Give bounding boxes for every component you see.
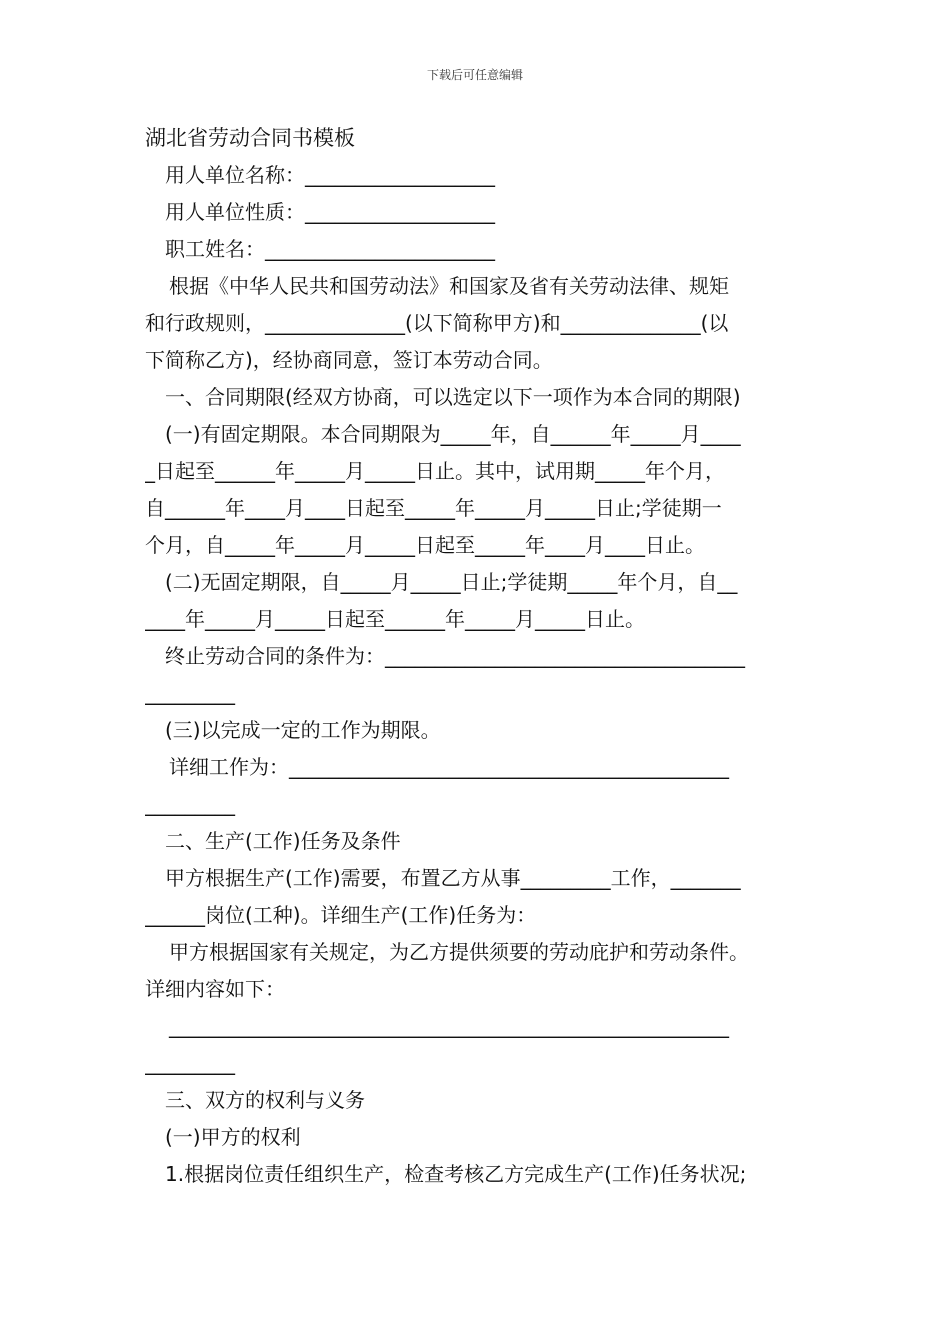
blank-continuation-line: _________ — [145, 1051, 235, 1075]
paragraph-line: 甲方根据国家有关规定，为乙方提供须要的劳动庇护和劳动条件。 — [169, 940, 749, 964]
paragraph-line: 下简称乙方)，经协商同意，签订本劳动合同。 — [145, 348, 553, 372]
paragraph-line: 个月，自_____年_____月_____日起至_____年____月____日止。 — [145, 533, 705, 557]
paragraph-line: ____年_____月_____日起至______年_____月_____日止。 — [145, 607, 645, 631]
paragraph-line: (三)以完成一定的工作为期限。 — [165, 718, 441, 742]
blank-content-line: ________________________________________________________ — [169, 1014, 729, 1038]
list-item: 1.根据岗位责任组织生产，检查考核乙方完成生产(工作)任务状况; — [165, 1162, 747, 1186]
detailed-work-line: 详细工作为：____________________________________________ — [169, 755, 729, 779]
paragraph-line: _日起至______年_____月_____日止。其中，试用期_____年个月， — [145, 459, 725, 483]
blank-continuation-line: _________ — [145, 681, 235, 705]
paragraph-line: 根据《中华人民共和国劳动法》和国家及省有关劳动法律、规矩 — [169, 274, 729, 298]
section-heading-rights: 三、双方的权利与义务 — [165, 1088, 365, 1112]
paragraph-line: (二)无固定期限，自_____月_____日止;学徒期_____年个月，自__ — [165, 570, 738, 594]
employee-name-line: 职工姓名：_______________________ — [165, 237, 495, 261]
subsection-heading: (一)甲方的权利 — [165, 1125, 301, 1149]
employer-type-line: 用人单位性质：___________________ — [165, 200, 495, 224]
paragraph-line: 自______年____月____日起至_____年_____月_____日止;学徒期一 — [145, 496, 722, 520]
paragraph-line: 和行政规则，______________(以下简称甲方)和______________(以 — [145, 311, 729, 335]
document-body — [145, 120, 813, 1193]
section-heading-tasks: 二、生产(工作)任务及条件 — [165, 829, 401, 853]
termination-conditions-line: 终止劳动合同的条件为：____________________________________ — [165, 644, 745, 668]
paragraph-line: 详细内容如下： — [145, 977, 285, 1001]
paragraph-line: (一)有固定期限。本合同期限为_____年，自______年_____月____ — [165, 422, 741, 446]
blank-continuation-line: _________ — [145, 792, 235, 816]
document-title: 湖北省劳动合同书模板 — [145, 126, 355, 150]
section-heading-term: 一、合同期限(经双方协商，可以选定以下一项作为本合同的期限) — [165, 385, 741, 409]
employer-name-line: 用人单位名称：___________________ — [165, 163, 495, 187]
header-note: 下载后可任意编辑 — [426, 68, 523, 82]
paragraph-line: ______岗位(工种)。详细生产(工作)任务为： — [145, 903, 537, 927]
paragraph-line: 甲方根据生产(工作)需要，布置乙方从事_________工作，_______ — [165, 866, 741, 890]
